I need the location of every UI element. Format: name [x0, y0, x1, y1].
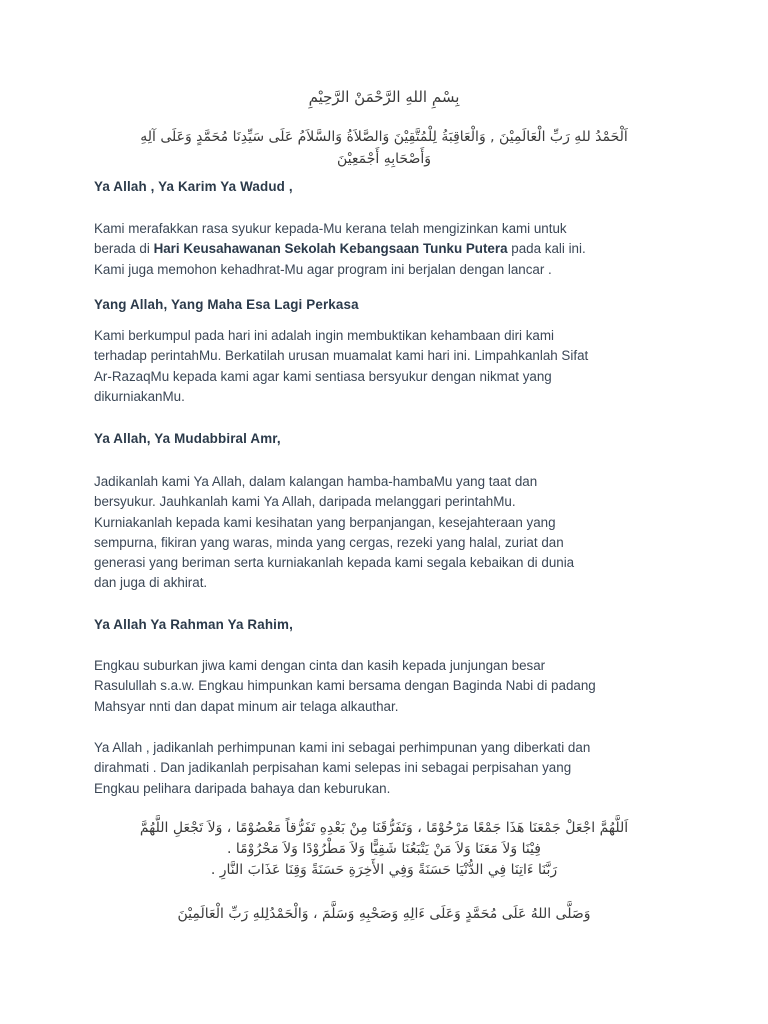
paragraph-1-line-2	[94, 239, 694, 259]
paragraph-5-line-1: Ya Allah , jadikanlah perhimpunan kami ini sebagai perhimpunan yang diberkati dan	[94, 740, 591, 755]
paragraph-4-line-3: Mahsyar nnti dan dapat minum air telaga alkauthar.	[94, 698, 399, 714]
section-heading-2: Yang Allah, Yang Maha Esa Lagi Perkasa	[94, 297, 359, 312]
paragraph-3-line-1: Jadikanlah kami Ya Allah, dalam kalangan hamba-hambaMu yang taat dan	[94, 474, 538, 489]
event-name: Hari Keusahawanan Sekolah Kebangsaan Tunku Putera	[153, 241, 508, 257]
paragraph-3-line-5: generasi yang beriman serta kurniakanlah kepada kami segala kebaikan di dunia	[94, 555, 575, 571]
paragraph-1-line-2-post: pada kali ini.	[507, 241, 586, 257]
paragraph-5-line-3: Engkau pelihara daripada bahaya dan keburukan.	[94, 780, 391, 796]
section-heading-3: Ya Allah, Ya Mudabbiral Amr,	[94, 431, 281, 446]
paragraph-5	[94, 738, 694, 799]
paragraph-2-line-2: terhadap perintahMu. Berkatilah urusan muamalat kami hari ini. Limpahkanlah Sifat	[94, 348, 589, 364]
section-heading-1: Ya Allah , Ya Karim Ya Wadud ,	[94, 179, 293, 194]
paragraph-2-line-1: Kami berkumpul pada hari ini adalah ingin membuktikan kehambaan diri kami	[94, 328, 554, 343]
opening-praise-line-2: وَأَصْحَابِهِ أَجْمَعِيْنَ	[337, 151, 431, 167]
paragraph-4-line-2: Rasulullah s.a.w. Engkau himpunkan kami bersama dengan Baginda Nabi di padang	[94, 678, 596, 694]
paragraph-3-line-2: bersyukur. Jauhkanlah kami Ya Allah, daripada melanggari perintahMu.	[94, 494, 516, 510]
paragraph-3-line-4: sempurna, fikiran yang waras, minda yang cergas, rezeki yang halal, zuriat dan	[94, 534, 564, 550]
paragraph-2	[94, 326, 694, 407]
paragraph-3-line-3: Kurniakanlah kepada kami kesihatan yang berpanjangan, kesejahteraan yang	[94, 514, 556, 530]
paragraph-2-line-4: dikurniakanMu.	[94, 388, 185, 404]
paragraph-4-line-1: Engkau suburkan jiwa kami dengan cinta dan kasih kepada junjungan besar	[94, 658, 546, 673]
opening-praise	[84, 126, 684, 170]
paragraph-3	[94, 472, 694, 594]
opening-praise-line-1: اَلْحَمْدُ للهِ رَبِّ الْعَالَمِيْنَ , وَالْعَاقِبَةُ لِلْمُتَّقِيْنَ وَالصَّلاَةُ وَالسَّلاَمُ عَلَى سَيِّدِنَا مُحَمَّدٍ وَعَلَى آلِهِ	[140, 129, 628, 145]
closing-dua-line-3: رَبَّنَا ءَاتِنَا فِي الدُّنْيَا حَسَنَةً وَفِي الأَخِرَةِ حَسَنَةً وَقِنَا عَذَابَ النَّارِ .	[210, 862, 558, 878]
closing-dua	[84, 818, 684, 881]
closing-salawat: وَصَلَّى اللهُ عَلَى مُحَمَّدٍ وَعَلَى ءَالِهِ وَصَحْبِهِ وَسَلَّمَ ، وَالْحَمْدُلِلهِ رَبِّ الْعَالَمِيْنَ	[177, 906, 591, 922]
paragraph-1-line-1: Kami merafakkan rasa syukur kepada-Mu kerana telah mengizinkan kami untuk	[94, 221, 567, 236]
paragraph-1-line-2-pre: berada di	[94, 241, 154, 257]
paragraph-1	[94, 219, 694, 280]
closing-dua-line-1: اَللَّهُمَّ اجْعَلْ جَمْعَنَا هَذَا جَمْعًا مَرْحُوْمًا ، وَتَفَرُّقَنَا مِنْ بَعْدِهِ تَفَرُّقاً مَعْصُوْمًا ، وَلاَ تَجْعَلِ اللَّهُمَّ	[139, 820, 629, 836]
paragraph-1-line-3: Kami juga memohon kehadhrat-Mu agar program ini berjalan dengan lancar .	[94, 261, 552, 277]
closing-dua-line-2: فِيْنَا وَلاَ مَعَنَا وَلاَ مَنْ يَتْبَعُنَا شَقِيًّا وَلاَ مَطْرُوْدًا وَلاَ مَحْرُوْمًا .	[227, 841, 541, 857]
paragraph-5-line-2: dirahmati . Dan jadikanlah perpisahan kami selepas ini sebagai perpisahan yang	[94, 760, 572, 776]
paragraph-2-line-3: Ar-RazaqMu kepada kami agar kami sentiasa bersyukur dengan nikmat yang	[94, 368, 552, 384]
paragraph-4	[94, 656, 694, 717]
paragraph-3-line-6: dan juga di akhirat.	[94, 575, 208, 591]
basmalah: بِسْمِ اللهِ الرَّحْمَنْ الرَّحِيْمِ	[308, 88, 460, 106]
section-heading-4: Ya Allah Ya Rahman Ya Rahim,	[94, 617, 293, 632]
